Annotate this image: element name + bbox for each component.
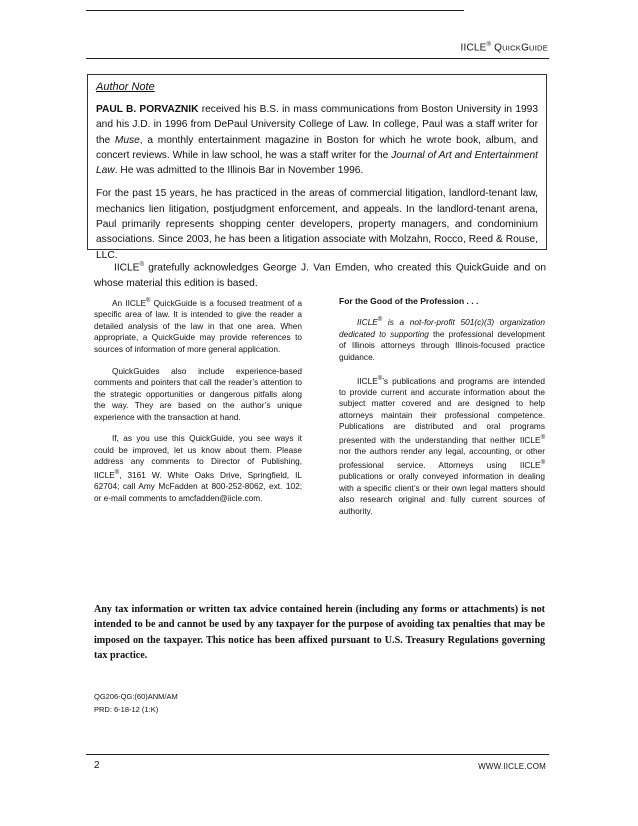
footer-rule bbox=[86, 754, 549, 755]
running-header: IICLE® QUICKGUIDE bbox=[460, 42, 548, 54]
nonprofit-paragraph: IICLE® is a not-for-profit 501(c)(3) organization dedicated to supporting the professional development of Illinois attorneys through Illinois-focused practice guidance. bbox=[339, 317, 545, 362]
right-column bbox=[339, 296, 545, 527]
left-column bbox=[94, 296, 302, 514]
top-rule bbox=[86, 10, 464, 11]
quickguide-description: An IICLE® QuickGuide is a focused treatment of a specific area of law. It is intended to give the reader a detailed analysis of the law in that one area. When appropriate, a QuickGuide may provide references to sources of information of more general application. bbox=[94, 297, 302, 354]
author-note-box bbox=[87, 74, 547, 261]
profession-heading: For the Good of the Profession . . . bbox=[339, 296, 479, 306]
production-codes bbox=[94, 690, 178, 716]
header-rule bbox=[86, 58, 549, 59]
tax-disclaimer: Any tax information or written tax advice contained herein (including any forms or attachments) is not intended to be and cannot be used by any taxpayer for the purpose of avoiding tax penalties that may be imposed on the taxpayer. This notice has been affixed pursuant to U.S. Treasury Regulations governing tax practice. bbox=[94, 604, 545, 661]
page-number: 2 bbox=[94, 760, 100, 771]
publications-paragraph: IICLE®’s publications and programs are intended to provide current and accurate information about the subject matter covered and are designed to help attorneys maintain their professional competence. Publications are distributed and oral programs presented with the understanding that neither IICLE® nor the authors render any legal, accounting, or other professional service. Attorneys using IICLE® publications or orally conveyed information in dealing with a specific client’s or their own legal matters should also research original and fully current sources of authority. bbox=[339, 375, 545, 516]
author-note-title: Author Note bbox=[96, 81, 155, 93]
author-practice-paragraph: For the past 15 years, he has practiced in the areas of commercial litigation, landlord-tenant law, mechanics lien litigation, postjudgment enforcement, and appeals. In the landlord-tenant arena, Paul primarily represents shopping center developers, property managers, and condominium associations. Since 2003, he has been a litigation associate with Molzahn, Rocco, Reed & Rouse, LLC. bbox=[96, 188, 538, 261]
product-code: QG206-QG:(60)ANM/AM bbox=[94, 692, 178, 701]
production-date-code: PRD: 6-18-12 (1:K) bbox=[94, 705, 159, 714]
author-bio-paragraph: PAUL B. PORVAZNIK received his B.S. in mass communications from Boston University in 1993 and his J.D. in 1996 from DePaul University College of Law. In college, Paul was a staff writer for the Muse, a monthly entertainment magazine in Boston for which he wrote book, album, and concert reviews. While in law school, he was a staff writer for the Journal of Art and Entertainment Law. He was admitted to the Illinois Bar in November 1996. bbox=[96, 104, 539, 177]
website-url: WWW.IICLE.COM bbox=[478, 762, 546, 771]
feedback-paragraph: If, as you use this QuickGuide, you see ways it could be improved, let us know about them. Please address any comments to Director of Publishing, IICLE®, 3161 W. White Oaks Drive, Springfield, IL 62704; call Amy McFadden at 800-252-8062, ext. 102; or e-mail comments to amcfadden@iicle.com. bbox=[94, 433, 302, 503]
quickguide-comments-paragraph: QuickGuides also include experience-based comments and pointers that call the reader’s attention to the strategic opportunities or dangerous pitfalls along the way. They are based on the author’s unique experience with the transaction at hand. bbox=[94, 365, 302, 422]
acknowledgment-paragraph: IICLE® gratefully acknowledges George J. Van Emden, who created this QuickGuide and on whose material this edition is based. bbox=[94, 262, 546, 289]
